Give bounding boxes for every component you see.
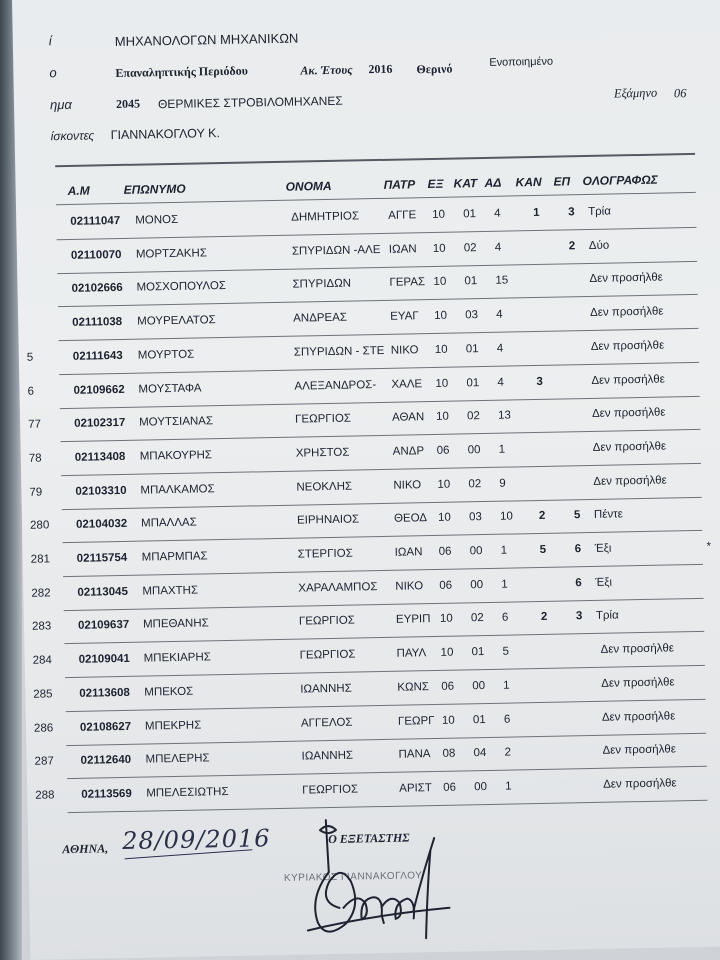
row-kat: 01 <box>466 376 480 389</box>
row-surname: ΜΠΕΛΕΣΙΩΤΗΣ <box>146 785 229 800</box>
row-name: ΣΠΥΡΙΔΩΝ <box>292 277 352 292</box>
row-words: Δεν προσήλθε <box>592 440 667 454</box>
row-surname: ΜΟΣΧΟΠΟΥΛΟΣ <box>136 280 227 295</box>
row-ep: 6 <box>574 543 582 556</box>
col-kat: ΚΑΤ <box>453 176 478 191</box>
row-ad: 4 <box>494 207 501 220</box>
row-kat: 01 <box>465 342 479 356</box>
row-patr: ΑΓΓΕ <box>388 209 417 222</box>
row-ad: 4 <box>496 308 503 321</box>
row-ex: 10 <box>432 242 446 255</box>
row-kat: 02 <box>463 241 477 255</box>
row-ad: 1 <box>505 780 512 793</box>
row-name: ΙΩΑΝΝΗΣ <box>300 682 352 696</box>
row-patr: ΑΘΑΝ <box>391 411 425 424</box>
col-am: Α.Μ <box>67 183 90 198</box>
row-ex: 10 <box>439 613 453 626</box>
row-surname: ΜΟΥΤΣΙΑΝΑΣ <box>139 415 214 429</box>
row-ad: 6 <box>501 611 509 625</box>
row-index: 285 <box>33 688 53 701</box>
row-ad: 15 <box>495 274 509 288</box>
row-ep: 6 <box>575 576 582 589</box>
row-surname: ΜΠΕΚΙΑΡΗΣ <box>143 651 211 665</box>
row-words: Δεν προσήλθε <box>590 305 664 320</box>
row-kat: 00 <box>472 679 486 693</box>
row-am: 02104032 <box>75 518 128 532</box>
row-ex: 10 <box>433 276 447 289</box>
row-index: 77 <box>28 418 42 431</box>
row-words: Δεν προσήλθε <box>600 642 675 656</box>
row-surname: ΜΠΕΛΕΡΗΣ <box>145 752 210 766</box>
row-patr: ΝΙΚΟ <box>395 579 424 593</box>
row-kat: 02 <box>466 410 480 423</box>
row-ex: 10 <box>437 511 451 525</box>
row-am: 02108627 <box>79 720 132 734</box>
row-patr: ΝΙΚΟ <box>390 344 419 357</box>
row-kan: 2 <box>538 510 546 523</box>
row-name: ΔΗΜΗΤΡΙΟΣ <box>291 210 360 224</box>
row-ad: 4 <box>496 342 504 355</box>
row-index: 286 <box>33 721 54 735</box>
row-surname: ΜΠΑΡΜΠΑΣ <box>141 550 208 564</box>
row-name: ΣΠΥΡΙΔΩΝ -ΑΛΕ <box>291 243 381 258</box>
row-words: Δεν προσήλθε <box>601 676 675 690</box>
row-surname: ΜΠΕΘΑΝΗΣ <box>142 617 209 631</box>
row-index: 281 <box>30 553 51 566</box>
row-kat: 02 <box>468 477 482 490</box>
col-words: ΟΛΟΓΡΑΦΩΣ <box>582 172 658 189</box>
row-name: ΝΕΟΚΛΗΣ <box>296 480 353 494</box>
row-patr: ΠΑΥΛ <box>396 647 427 660</box>
row-ex: 10 <box>440 646 454 659</box>
row-words: Έξι <box>595 576 613 589</box>
row-patr: ΑΡΙΣΤ <box>399 781 432 795</box>
row-kat: 01 <box>463 208 477 221</box>
row-surname: ΜΟΥΣΤΑΦΑ <box>138 381 202 396</box>
course-code: 2045 <box>115 96 141 112</box>
row-am: 02102666 <box>71 282 123 296</box>
row-am: 02103310 <box>75 484 127 498</box>
col-patr: ΠΑΤΡ <box>383 177 416 192</box>
row-am: 02110070 <box>70 248 122 262</box>
row-name: ΣΤΕΡΓΙΟΣ <box>297 547 353 561</box>
row-surname: ΜΠΕΚΡΗΣ <box>144 719 202 733</box>
row-kat: 02 <box>470 612 484 625</box>
instructor-name: ΓΙΑΝΝΑΚΟΓΛΟΥ Κ. <box>110 126 221 143</box>
row-words: Δεν προσήλθε <box>591 373 665 387</box>
row-ad: 6 <box>503 713 511 726</box>
row-ep: 3 <box>568 206 575 219</box>
row-ex: 08 <box>442 747 456 761</box>
row-surname: ΜΠΑΚΟΥΡΗΣ <box>139 449 213 463</box>
grade-sheet <box>12 0 720 960</box>
row-name: ΧΑΡΑΛΑΜΠΟΣ <box>298 580 378 595</box>
row-name: ΙΩΑΝΝΗΣ <box>301 749 354 763</box>
row-patr: ΠΑΝΑ <box>398 748 431 761</box>
row-index: 78 <box>28 452 42 465</box>
row-index: 79 <box>29 486 43 499</box>
examiner-label: Ο ΕΞΕΤΑΣΤΗΣ <box>328 830 410 847</box>
row-ex: 10 <box>432 208 446 221</box>
row-kat: 01 <box>472 713 486 726</box>
row-index: 5 <box>26 351 34 364</box>
row-surname: ΜΟΥΡΕΛΑΤΟΣ <box>137 314 216 328</box>
row-surname: ΜΟΡΤΖΑΚΗΣ <box>135 246 208 261</box>
row-patr: ΕΥΡΙΠ <box>395 613 431 627</box>
row-ex: 10 <box>434 343 448 356</box>
row-am: 02102317 <box>74 417 126 431</box>
row-ad: 4 <box>497 376 504 389</box>
row-patr: ΑΝΔΡ <box>392 445 425 458</box>
row-surname: ΜΠΕΚΟΣ <box>144 685 194 699</box>
row-ad: 1 <box>501 578 508 591</box>
row-am: 02113608 <box>79 686 130 700</box>
col-ep: ΕΠ <box>553 174 571 189</box>
row-ex: 10 <box>435 410 449 424</box>
row-kan: 5 <box>539 543 547 556</box>
row-words: Έξι <box>594 542 612 555</box>
row-patr: ΝΙΚΟ <box>393 478 422 492</box>
row-am: 02115754 <box>76 551 128 565</box>
row-index: 287 <box>34 755 54 768</box>
handwritten-date: 28/09/2016 <box>121 824 271 856</box>
row-patr: ΓΕΡΑΣ <box>389 276 426 290</box>
row-name: ΧΡΗΣΤΟΣ <box>295 446 350 460</box>
row-index: 280 <box>29 519 50 533</box>
row-am: 02109662 <box>73 383 125 397</box>
row-ad: 4 <box>494 241 502 254</box>
row-ad: 5 <box>502 645 510 658</box>
department-name: ΜΗΧΑΝΟΛΟΓΩΝ ΜΗΧΑΝΙΚΩΝ <box>114 30 299 50</box>
row-words: Δεν προσήλθε <box>589 271 663 286</box>
row-kan: 2 <box>540 611 548 624</box>
header-divider <box>55 153 695 167</box>
row-ep: 5 <box>573 509 581 522</box>
row-ad: 2 <box>504 746 512 759</box>
course-name: ΘΕΡΜΙΚΕΣ ΣΤΡΟΒΙΛΟΜΗΧΑΝΕΣ <box>157 93 343 112</box>
row-am: 02113045 <box>77 585 129 599</box>
row-ex: 06 <box>438 545 452 558</box>
col-name: ΟΝΟΜΑ <box>285 178 332 194</box>
semester-label: Εξάμηνο <box>613 85 658 101</box>
row-am: 02113408 <box>74 450 126 464</box>
row-am: 02112640 <box>80 754 132 768</box>
examiner-signature <box>298 809 471 952</box>
row-kan: 1 <box>533 206 540 220</box>
header-label-4: ίσκοντες <box>50 128 95 144</box>
exam-period: Επαναληπτικής Περιόδου <box>115 63 248 81</box>
row-name: ΑΛΕΞΑΝΔΡΟΣ- <box>294 378 377 393</box>
row-ex: 06 <box>436 444 450 457</box>
row-ad: 1 <box>503 679 510 692</box>
row-index: 6 <box>27 385 35 398</box>
row-name: ΓΕΩΡΓΙΟΣ <box>294 412 352 426</box>
unified-status: Ενοποιημένο <box>489 55 554 69</box>
row-patr: ΧΑΛΕ <box>391 377 423 391</box>
row-am: 02111047 <box>70 214 121 228</box>
row-kan: 3 <box>536 375 543 388</box>
row-kat: 04 <box>473 747 487 760</box>
row-words: Δεν προσήλθε <box>601 709 676 724</box>
row-words: Πέντε <box>593 508 623 522</box>
row-patr: ΙΩΑΝ <box>388 242 417 256</box>
row-name: ΣΠΥΡΙΔΩΝ - ΣΤΕ <box>293 344 385 359</box>
row-am: 02109041 <box>78 652 130 666</box>
row-ex: 06 <box>443 781 457 794</box>
row-ex: 10 <box>437 478 451 491</box>
row-words: Δεν προσήλθε <box>591 406 666 421</box>
row-kat: 01 <box>471 646 485 659</box>
row-patr: ΘΕΟΔ <box>393 512 428 526</box>
row-surname: ΜΠΑΛΚΑΜΟΣ <box>140 482 215 497</box>
row-name: ΕΙΡΗΝΑΙΟΣ <box>296 513 360 527</box>
row-patr: ΚΩΝΣ <box>397 680 430 694</box>
row-kat: 00 <box>469 545 483 558</box>
row-mark: * <box>706 540 712 553</box>
academic-year: 2016 <box>368 61 393 77</box>
semester-value: 06 <box>673 86 687 101</box>
row-name: ΓΕΩΡΓΙΟΣ <box>299 648 356 662</box>
col-kan: ΚΑΝ <box>515 174 542 190</box>
row-patr: ΙΩΑΝ <box>394 546 423 559</box>
row-ex: 06 <box>439 579 453 592</box>
row-ad: 13 <box>497 409 511 422</box>
row-patr: ΓΕΩΡΓ <box>397 714 435 728</box>
col-surname: ΕΠΩΝΥΜΟ <box>123 181 186 197</box>
row-kat: 00 <box>467 443 481 457</box>
header-label-2: ο <box>49 65 57 81</box>
row-ex: 10 <box>434 309 448 323</box>
row-ep: 3 <box>575 610 583 623</box>
row-name: ΑΝΔΡΕΑΣ <box>293 311 348 325</box>
row-words: Δύο <box>588 239 610 252</box>
row-kat: 00 <box>470 578 484 591</box>
row-ad: 1 <box>500 544 508 557</box>
row-index: 282 <box>31 587 51 600</box>
row-ex: 10 <box>435 377 449 390</box>
row-surname: ΜΟΝΟΣ <box>135 213 179 227</box>
row-index: 288 <box>35 789 55 802</box>
row-ep: 2 <box>568 239 576 253</box>
row-words: Δεν προσήλθε <box>603 777 677 791</box>
header-label-1: ί <box>48 33 52 49</box>
col-ex: ΕΞ <box>427 176 444 192</box>
row-kat: 03 <box>468 511 482 524</box>
row-ex: 10 <box>441 714 455 727</box>
row-ad: 9 <box>499 477 506 490</box>
row-index: 284 <box>32 654 52 667</box>
row-am: 02113569 <box>81 787 132 801</box>
season: Θερινό <box>416 61 453 77</box>
row-index: 283 <box>31 620 52 634</box>
row-ex: 06 <box>441 680 455 693</box>
row-name: ΓΕΩΡΓΙΟΣ <box>298 614 355 628</box>
row-words: Τρία <box>595 609 619 623</box>
row-kat: 03 <box>465 309 479 322</box>
col-ad: ΑΔ <box>484 175 502 190</box>
header-label-3: ημα <box>49 96 72 113</box>
row-ad: 1 <box>498 443 506 456</box>
row-patr: ΕΥΑΓ <box>390 310 419 323</box>
row-words: Δεν προσήλθε <box>593 474 667 488</box>
row-kat: 00 <box>474 780 488 794</box>
row-ad: 10 <box>499 510 513 524</box>
row-am: 02109637 <box>77 619 130 633</box>
row-kat: 01 <box>464 275 478 288</box>
examiner-stamp: ΚΥΡΙΑΚΟΣ ΓΙΑΝΝΑΚΟΓΛΟΥ <box>283 870 423 884</box>
row-am: 02111643 <box>72 349 123 363</box>
row-words: Τρία <box>588 205 612 218</box>
row-surname: ΜΟΥΡΤΟΣ <box>137 348 195 362</box>
row-surname: ΜΠΑΛΛΑΣ <box>140 516 197 530</box>
row-words: Δεν προσήλθε <box>590 339 665 353</box>
row-surname: ΜΠΑΧΤΗΣ <box>142 584 199 598</box>
row-name: ΑΓΓΕΛΟΣ <box>300 716 353 730</box>
row-words: Δεν προσήλθε <box>602 743 677 757</box>
row-name: ΓΕΩΡΓΙΟΣ <box>302 783 359 797</box>
row-am: 02111038 <box>72 316 123 329</box>
academic-year-label: Ακ. Έτους <box>300 62 353 78</box>
city-label: ΑΘΗΝΑ, <box>62 841 109 857</box>
